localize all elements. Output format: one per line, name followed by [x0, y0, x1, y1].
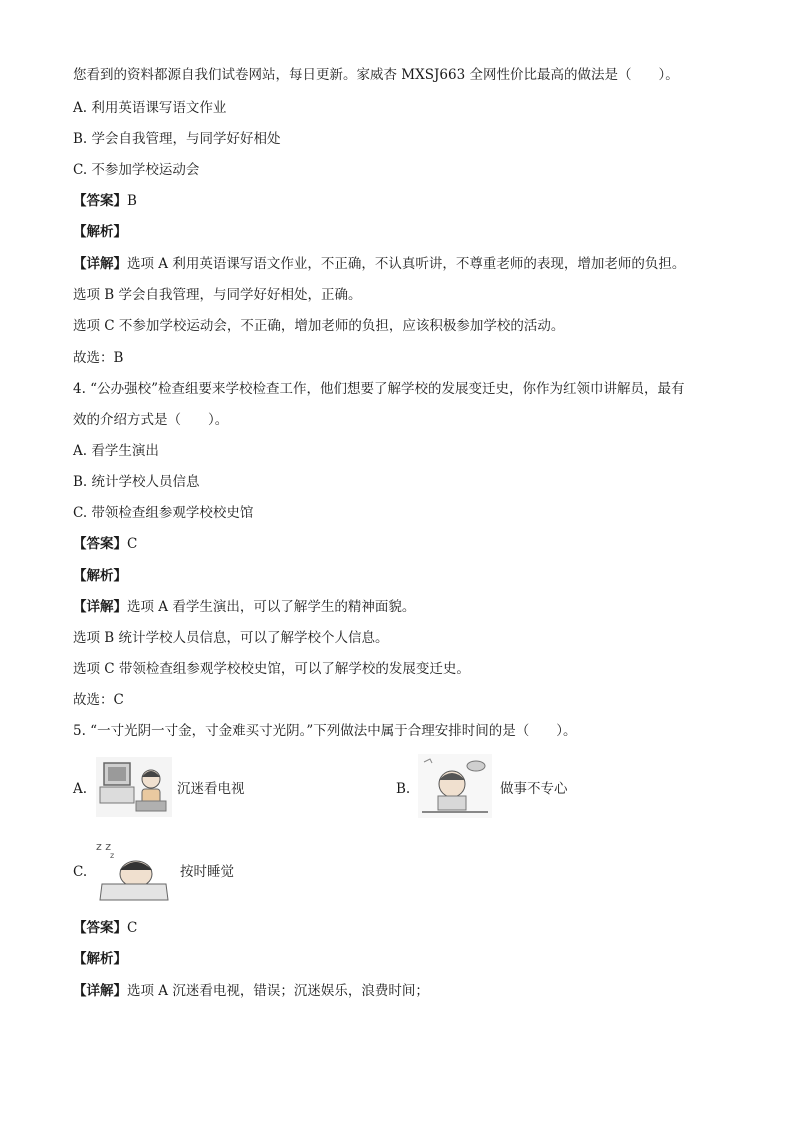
- q5-option-a-letter: A.: [73, 781, 88, 797]
- line-12: A. 看学生演出: [73, 443, 159, 459]
- answer-tag: 【答案】: [73, 920, 127, 936]
- line-16: [73, 566, 127, 586]
- line-4: 【答案】B: [73, 193, 137, 209]
- line-5: [73, 222, 127, 242]
- line-6: 【详解】选项 A 利用英语课写语文作业，不正确，不认真听讲，不尊重老师的表现，增加老师的负担。: [73, 256, 686, 272]
- line-9: 故选：B: [73, 350, 124, 366]
- line-17: 【详解】选项 A 看学生演出，可以了解学生的精神面貌。: [73, 599, 416, 615]
- q5-answer-line: 【答案】C: [73, 920, 138, 936]
- q5-option-b-letter: B.: [396, 781, 411, 797]
- line-19: 选项 C 带领检查组参观学校校史馆，可以了解学校的发展变迁史。: [73, 661, 470, 677]
- distracted-child-illustration-icon: [418, 754, 492, 818]
- line-20: 故选：C: [73, 692, 124, 708]
- line-11: 效的介绍方式是（ ）。: [73, 412, 229, 428]
- detail-tag: 【详解】: [73, 599, 127, 615]
- q5-option-c-letter: C.: [73, 864, 88, 880]
- analysis-tag: 【解析】: [73, 951, 127, 967]
- line-13: B. 统计学校人员信息: [73, 474, 200, 490]
- q5-option-c-text: 按时睡觉: [180, 864, 234, 880]
- q5-detail-line: 【详解】选项 A 沉迷看电视，错误；沉迷娱乐，浪费时间；: [73, 983, 429, 999]
- svg-text:z: z: [110, 851, 115, 860]
- tv-watching-illustration-icon: [96, 757, 172, 817]
- detail-tag: 【详解】: [73, 983, 127, 999]
- line-0: 您看到的资料都源自我们试卷网站，每日更新。家威杏 MXSJ663 全网性价比最高的做法是（ ）。: [73, 67, 679, 83]
- line-10: 4. “公办强校”检查组要来学校检查工作，他们想要了解学校的发展变迁史，你作为红领巾讲解员，最有: [73, 381, 685, 397]
- answer-tag: 【答案】: [73, 536, 127, 552]
- line-14: C. 带领检查组参观学校校史馆: [73, 505, 254, 521]
- sleeping-child-illustration-icon: [94, 838, 174, 904]
- svg-text:z z: z z: [96, 840, 112, 853]
- q5-option-b-text: 做事不专心: [500, 781, 568, 797]
- line-3: C. 不参加学校运动会: [73, 162, 200, 178]
- line-15: 【答案】C: [73, 536, 138, 552]
- analysis-tag: 【解析】: [73, 224, 127, 240]
- line-2: B. 学会自我管理，与同学好好相处: [73, 131, 281, 147]
- line-21: 5. “一寸光阴一寸金，寸金难买寸光阴。”下列做法中属于合理安排时间的是（ ）。: [73, 723, 577, 739]
- detail-tag: 【详解】: [73, 256, 127, 272]
- line-1: A. 利用英语课写语文作业: [73, 100, 227, 116]
- line-7: 选项 B 学会自我管理，与同学好好相处，正确。: [73, 287, 362, 303]
- line-8: 选项 C 不参加学校运动会，不正确，增加老师的负担，应该积极参加学校的活动。: [73, 318, 565, 334]
- analysis-tag: 【解析】: [73, 568, 127, 584]
- q5-option-a-text: 沉迷看电视: [177, 781, 245, 797]
- q5-analysis-line: [73, 949, 127, 969]
- answer-tag: 【答案】: [73, 193, 127, 209]
- line-18: 选项 B 统计学校人员信息，可以了解学校个人信息。: [73, 630, 389, 646]
